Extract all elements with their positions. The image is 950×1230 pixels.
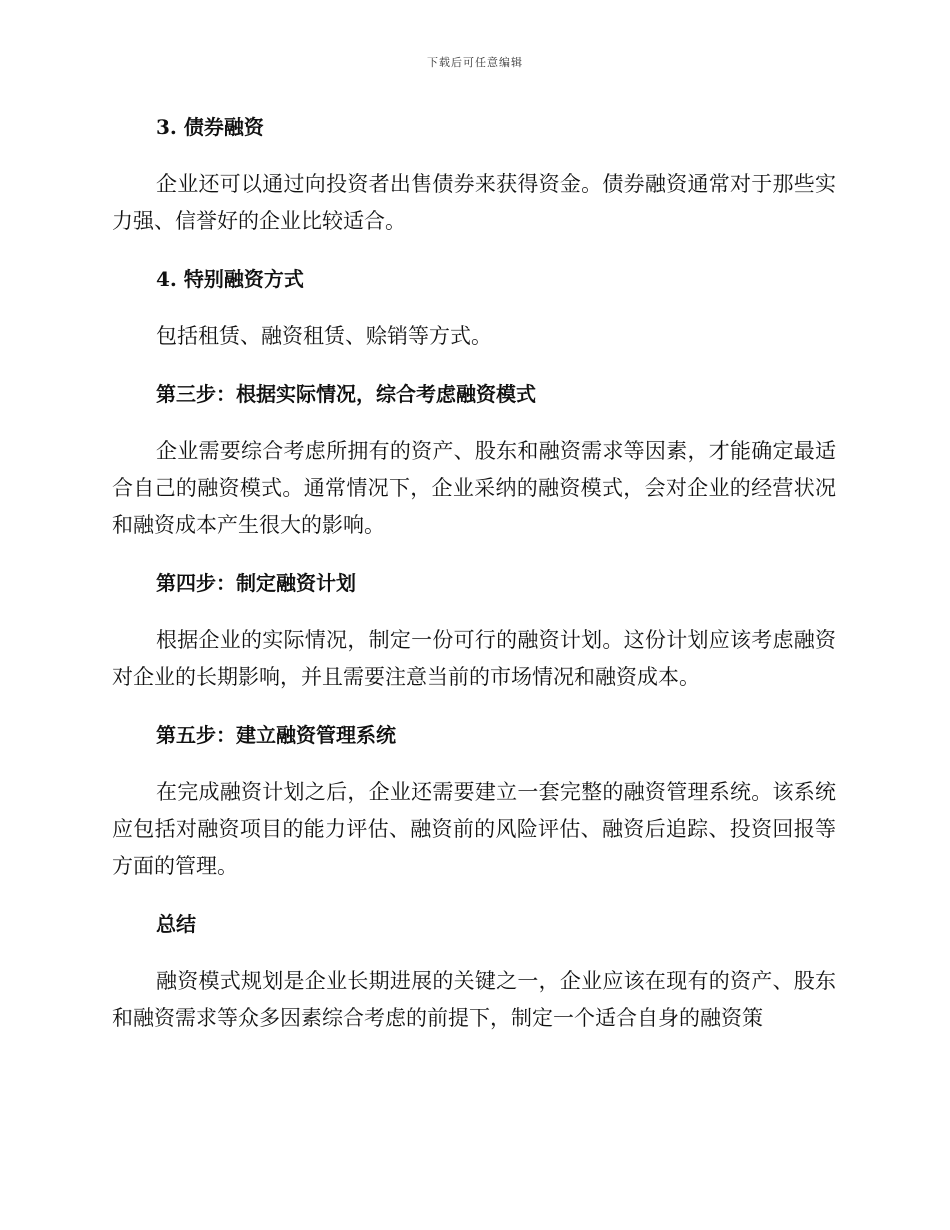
section-paragraph-step-four: 根据企业的实际情况，制定一份可行的融资计划。这份计划应该考虑融资对企业的长期影响，并且需要注意当前的市场情况和融资成本。 [112,628,836,689]
page-header: 下载后可任意编辑 [427,56,523,69]
section-paragraph-summary: 融资模式规划是企业长期进展的关键之一，企业应该在现有的资产、股东和融资需求等众多因素综合考虑的前提下，制定一个适合自身的融资策 [112,969,836,1030]
section-paragraph-step-five: 在完成融资计划之后，企业还需要建立一套完整的融资管理系统。该系统应包括对融资项目的能力评估、融资前的风险评估、融资后追踪、投资回报等方面的管理。 [112,780,836,878]
section-heading-step-five: 第五步：建立融资管理系统 [156,723,396,747]
section-heading-step-four: 第四步：制定融资计划 [156,571,356,595]
section-paragraph-bond-financing: 企业还可以通过向投资者出售债券来获得资金。债券融资通常对于那些实力强、信誉好的企业比较适合。 [112,172,836,233]
section-paragraph-step-three: 企业需要综合考虑所拥有的资产、股东和融资需求等因素，才能确定最适合自己的融资模式。通常情况下，企业采纳的融资模式，会对企业的经营状况和融资成本产生很大的影响。 [112,439,836,537]
section-paragraph-special-financing: 包括租赁、融资租赁、赊销等方式。 [156,324,492,348]
section-heading-step-three: 第三步：根据实际情况，综合考虑融资模式 [156,382,536,406]
section-heading-special-financing: 4. 特别融资方式 [156,267,304,291]
section-heading-bond-financing: 3. 债券融资 [156,115,264,139]
document-body [112,112,836,1061]
section-heading-summary: 总结 [156,912,196,936]
